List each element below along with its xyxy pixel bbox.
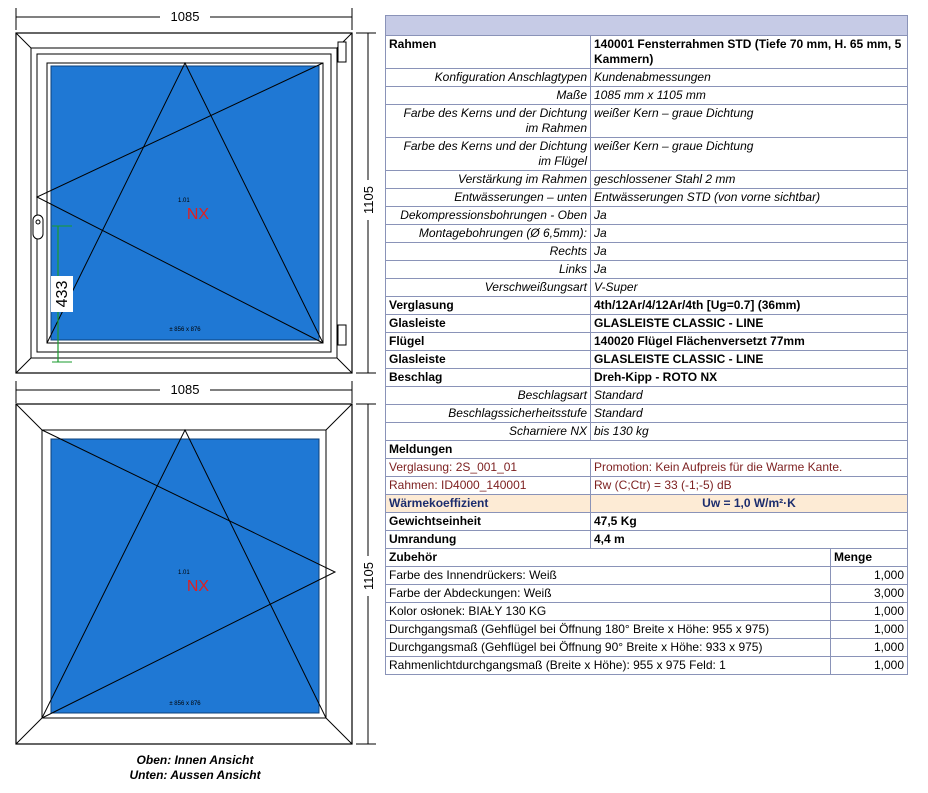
detail-row — [386, 207, 908, 225]
detail-value: Ja — [591, 225, 908, 243]
zubehoer-row — [386, 585, 908, 603]
bottom-glass-size: ± 856 x 876 — [169, 701, 201, 707]
gewicht-label: Gewichtseinheit — [386, 513, 591, 531]
top-hardware-label: NX — [186, 206, 210, 223]
zubehoer-row — [386, 639, 908, 657]
beschlag-label: Beschlag — [386, 369, 591, 387]
zubehoer-name: Farbe des Innendrückers: Weiß — [386, 567, 831, 585]
handle-height-dimension: 433 — [54, 280, 71, 308]
detail-label: Farbe des Kerns und der Dichtung im Flügel — [386, 138, 591, 171]
rahmen-row — [386, 36, 908, 69]
detail-row — [386, 105, 908, 138]
zubehoer-row — [386, 567, 908, 585]
verglasung-label: Verglasung — [386, 297, 591, 315]
specification-table — [385, 15, 908, 675]
zubehoer-name: Durchgangsmaß (Gehflügel bei Öffnung 90° Breite x Höhe: 933 x 975) — [386, 639, 831, 657]
rahmen-label: Rahmen — [386, 36, 591, 69]
verglasung-value: 4th/12Ar/4/12Ar/4th [Ug=0.7] (36mm) — [591, 297, 908, 315]
detail-value: weißer Kern – graue Dichtung — [591, 138, 908, 171]
detail-label: Dekompressionsbohrungen - Oben — [386, 207, 591, 225]
beschlag-detail-label: Scharniere NX — [386, 423, 591, 441]
zubehoer-menge: 1,000 — [831, 639, 908, 657]
detail-value: weißer Kern – graue Dichtung — [591, 105, 908, 138]
zubehoer-row — [386, 621, 908, 639]
beschlag-detail-value: Standard — [591, 387, 908, 405]
gewicht-row — [386, 513, 908, 531]
meldung-text: Rw (C;Ctr) = 33 (-1;-5) dB — [591, 477, 908, 495]
detail-label: Montagebohrungen (Ø 6,5mm): — [386, 225, 591, 243]
meldung-row — [386, 459, 908, 477]
waerme-label: Wärmekoeffizient — [386, 495, 591, 513]
detail-row — [386, 225, 908, 243]
rahmen-value: 140001 Fensterrahmen STD (Tiefe 70 mm, H. 65 mm, 5 Kammern) — [591, 36, 908, 69]
meldung-code: Verglasung: 2S_001_01 — [386, 459, 591, 477]
meldungen-label: Meldungen — [386, 441, 908, 459]
fluegel-value: 140020 Flügel Flächenversetzt 77mm — [591, 333, 908, 351]
detail-value: 1085 mm x 1105 mm — [591, 87, 908, 105]
detail-label: Links — [386, 261, 591, 279]
umrandung-label: Umrandung — [386, 531, 591, 549]
detail-value: Ja — [591, 261, 908, 279]
glasleiste-row — [386, 351, 908, 369]
detail-label: Entwässerungen – unten — [386, 189, 591, 207]
meldung-row — [386, 477, 908, 495]
meldungen-row — [386, 441, 908, 459]
window-handle-icon — [33, 215, 43, 239]
beschlag-detail-label: Beschlagsart — [386, 387, 591, 405]
zubehoer-menge: 3,000 — [831, 585, 908, 603]
zubehoer-label: Zubehör — [386, 549, 831, 567]
bottom-height-dimension: 1105 — [361, 562, 376, 590]
top-sash-code: 1.01 — [178, 198, 190, 204]
bottom-width-dimension: 1085 — [170, 382, 200, 397]
beschlag-detail-value: Standard — [591, 405, 908, 423]
detail-row — [386, 279, 908, 297]
bottom-glass-pane — [51, 439, 319, 713]
detail-label: Rechts — [386, 243, 591, 261]
detail-label: Konfiguration Anschlagtypen — [386, 69, 591, 87]
fluegel-row — [386, 333, 908, 351]
beschlag-detail-value: bis 130 kg — [591, 423, 908, 441]
inside-view-drawing — [16, 8, 376, 373]
beschlag-detail-row — [386, 423, 908, 441]
detail-row — [386, 138, 908, 171]
caption-outside-view: Unten: Aussen Ansicht — [129, 768, 261, 782]
umrandung-row — [386, 531, 908, 549]
window-drawings — [0, 0, 380, 793]
detail-value: geschlossener Stahl 2 mm — [591, 171, 908, 189]
zubehoer-name: Durchgangsmaß (Gehflügel bei Öffnung 180° Breite x Höhe: 955 x 975) — [386, 621, 831, 639]
detail-row — [386, 87, 908, 105]
gewicht-value: 47,5 Kg — [591, 513, 908, 531]
zubehoer-row — [386, 657, 908, 675]
top-glass-size: ± 856 x 876 — [169, 327, 201, 333]
caption-inside-view: Oben: Innen Ansicht — [136, 753, 254, 767]
beschlag-detail-row — [386, 387, 908, 405]
detail-value: Entwässerungen STD (von vorne sichtbar) — [591, 189, 908, 207]
detail-value: Kundenabmessungen — [591, 69, 908, 87]
glasleiste-value: GLASLEISTE CLASSIC - LINE — [591, 315, 908, 333]
glasleiste-value: GLASLEISTE CLASSIC - LINE — [591, 351, 908, 369]
detail-row — [386, 171, 908, 189]
detail-row — [386, 69, 908, 87]
beschlag-value: Dreh-Kipp - ROTO NX — [591, 369, 908, 387]
glasleiste-label: Glasleiste — [386, 351, 591, 369]
umrandung-value: 4,4 m — [591, 531, 908, 549]
table-header-bar — [386, 16, 908, 36]
detail-value: Ja — [591, 207, 908, 225]
zubehoer-name: Farbe der Abdeckungen: Weiß — [386, 585, 831, 603]
meldung-code: Rahmen: ID4000_140001 — [386, 477, 591, 495]
meldung-text: Promotion: Kein Aufpreis für die Warme Kante. — [591, 459, 908, 477]
zubehoer-row — [386, 603, 908, 621]
verglasung-row — [386, 297, 908, 315]
detail-label: Maße — [386, 87, 591, 105]
waermekoeffizient-row — [386, 495, 908, 513]
outside-view-drawing — [16, 381, 376, 744]
detail-label: Farbe des Kerns und der Dichtung im Rahmen — [386, 105, 591, 138]
zubehoer-menge: 1,000 — [831, 567, 908, 585]
menge-label: Menge — [831, 549, 908, 567]
detail-value: Ja — [591, 243, 908, 261]
zubehoer-name: Rahmenlichtdurchgangsmaß (Breite x Höhe): 955 x 975 Feld: 1 — [386, 657, 831, 675]
beschlag-detail-label: Beschlagssicherheitsstufe — [386, 405, 591, 423]
fluegel-label: Flügel — [386, 333, 591, 351]
zubehoer-menge: 1,000 — [831, 621, 908, 639]
detail-value: V-Super — [591, 279, 908, 297]
zubehoer-header-row — [386, 549, 908, 567]
top-width-dimension: 1085 — [170, 9, 200, 24]
beschlag-detail-row — [386, 405, 908, 423]
zubehoer-menge: 1,000 — [831, 657, 908, 675]
detail-row — [386, 261, 908, 279]
detail-label: Verschweißungsart — [386, 279, 591, 297]
zubehoer-menge: 1,000 — [831, 603, 908, 621]
glasleiste-label: Glasleiste — [386, 315, 591, 333]
bottom-sash-code: 1.01 — [178, 570, 190, 576]
top-height-dimension: 1105 — [361, 186, 376, 214]
bottom-hardware-label: NX — [186, 578, 210, 595]
glasleiste-row — [386, 315, 908, 333]
detail-row — [386, 243, 908, 261]
beschlag-row — [386, 369, 908, 387]
detail-label: Verstärkung im Rahmen — [386, 171, 591, 189]
detail-row — [386, 189, 908, 207]
waerme-value: Uw = 1,0 W/m²·K — [591, 495, 908, 513]
zubehoer-name: Kolor osłonek: BIAŁY 130 KG — [386, 603, 831, 621]
